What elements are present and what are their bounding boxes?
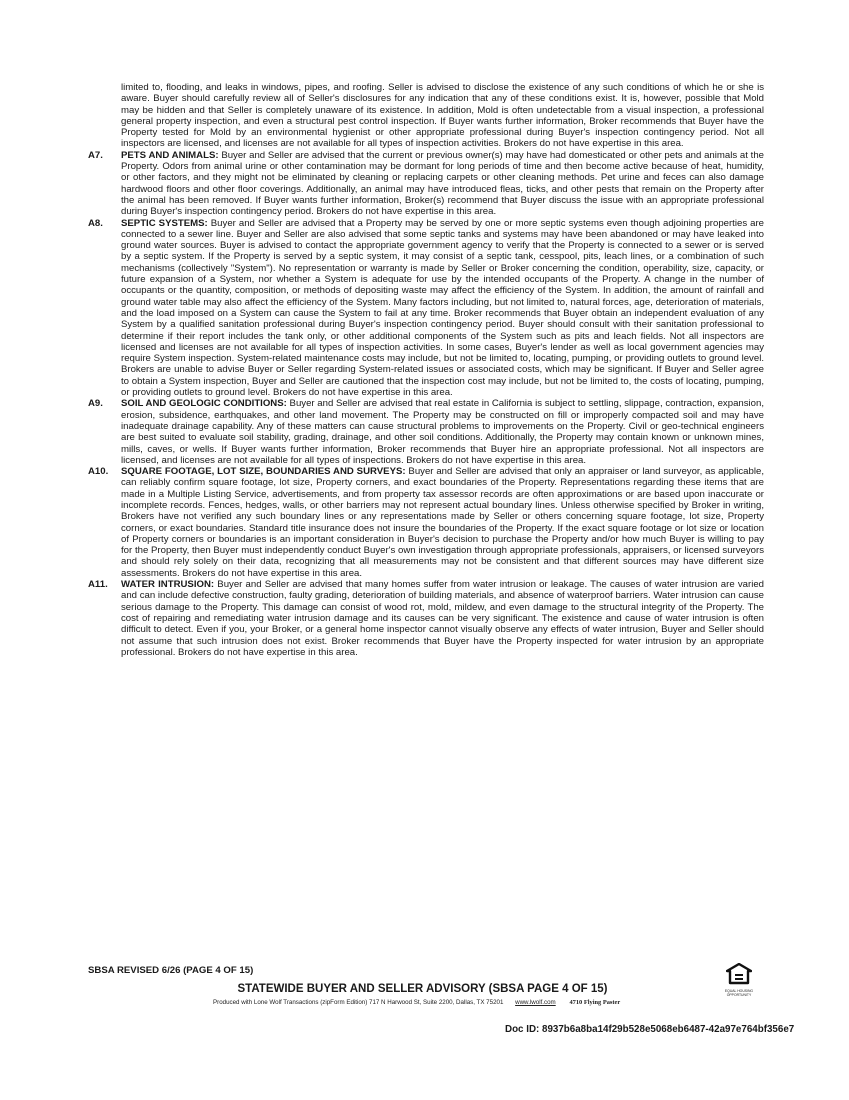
section-number: A7. xyxy=(88,149,103,161)
section-body: Buyer and Seller are advised that the current or previous owner(s) may have had domesticated or other pets and animals at the Property. Odors from animal urine or other contamination may be dormant for long periods of time and then become active because of heat, humidity, or other factors, and they might not be eliminated by cleaning or replacing carpets or other cleaning methods. Pet urine and feces can also damage hardwood floors and other floor coverings. Additionally, an animal may have introduced fleas, ticks, and other pests that remain on the Property after the animal has been removed. If Buyer wants further information, Broker(s) recommend that Buyer discuss the issue with an appropriate professional during Buyer's inspection contingency period. Brokers do not have expertise in this area. xyxy=(121,149,764,218)
equal-housing-caption: EQUAL HOUSING OPPORTUNITY xyxy=(724,989,754,997)
section-a10 xyxy=(88,466,764,579)
section-a8 xyxy=(88,218,764,399)
section-a7 xyxy=(88,150,764,218)
form-title-text: STATEWIDE BUYER AND SELLER ADVISORY (SBSA PAGE 4 OF 15) xyxy=(237,983,608,995)
section-body: Buyer and Seller are advised that many homes suffer from water intrusion or leakage. The causes of water intrusion are varied and can include defective construction, faulty grading, deterioration of building materials, and absence of waterproof barriers. Water intrusion can cause serious damage to the Property. This damage can consist of wood rot, mold, mildew, and even damage to the structural integrity of the Property. The cost of repairing and remediating water intrusion damage and its causes can be very significant. The existence and cause of water intrusion is often difficult to detect. Even if you, your Broker, or a general home inspector cannot visually observe any effects of water intrusion, Buyer and Seller should not assume that such intrusion does not exist. Broker recommends that Buyer have the Property inspected for water intrusion by an appropriate professional. Brokers do not have expertise in this area. xyxy=(121,579,764,658)
section-number: A8. xyxy=(88,217,103,229)
section-title: SQUARE FOOTAGE, LOT SIZE, BOUNDARIES AND SURVEYS: xyxy=(121,466,406,478)
section-text xyxy=(121,398,764,466)
section-title: WATER INTRUSION: xyxy=(121,579,215,591)
section-body: Buyer and Seller are advised that a Property may be served by one or more septic systems even though adjoining properties are connected to a sewer line. Buyer and Seller are also advised that some septic tanks and systems may have been abandoned or may have leaked into ground water sources. Buyer is advised to contact the appropriate government agency to verify that the Property is connected to a sewer or is served by a septic system. If the Property is served by a septic system, it may consist of a septic tank, cesspool, pits, leach lines, or a combination of such mechanisms (collectively "System"). No representation or warranty is made by Seller or Broker concerning the condition, operability, size, capacity, or future expansion of a System, nor whether a System is adequate for use by the intended occupants of the Property. A change in the number of occupants or the quantity, composition, or methods of depositing waste may affect the efficiency of the System. In addition, the amount of rainfall and ground water table may also affect the efficiency of the System. Many factors including, but not limited to, natural forces, age, deterioration of materials, and the load imposed on a System can cause the System to fail at any time. Broker recommends that Buyer obtain an independent evaluation of any System by a qualified sanitation professional during Buyer's inspection contingency period. Buyer should consult with their sanitation professional to determine if their report includes the tank only, or other additional components of the System such as pits and leach fields. Not all inspectors are licensed and licenses are not available for all types of inspection activities. In some cases, Buyer's lender as well as local government agencies may require System inspection. System-related maintenance costs may include, but not be limited to, locating, pumping, or providing outlets to ground level. Brokers are unable to advise Buyer or Seller regarding System-related issues or associated costs, which may be significant. If Buyer and Seller agree to obtain a System inspection, Buyer and Seller are cautioned that the inspection cost may include, but not be limited to, the costs of locating, pumping, or providing outlets to ground level. Brokers do not have expertise in this area. xyxy=(121,217,765,399)
document-page xyxy=(88,82,764,658)
website-link[interactable]: www.lwolf.com xyxy=(515,999,556,1006)
section-title: SOIL AND GEOLOGIC CONDITIONS: xyxy=(121,398,287,410)
section-a9 xyxy=(88,398,764,466)
section-number: A11. xyxy=(88,579,108,591)
section-a11 xyxy=(88,579,764,658)
produced-by: Produced with Lone Wolf Transactions (zipForm Edition) 717 N Harwood St, Suite 2200, Dallas, TX 75201 xyxy=(213,999,504,1006)
property-name: 4710 Flying Paster xyxy=(569,999,621,1006)
form-title xyxy=(0,983,849,995)
doc-id: Doc ID: 8937b6a8ba14f29b528e5068eb6487-42a97e764bf356e7 xyxy=(505,1024,795,1035)
produced-line xyxy=(213,999,620,1006)
section-text xyxy=(121,579,764,658)
section-text xyxy=(121,466,764,579)
intro-paragraph: limited to, flooding, and leaks in windows, pipes, and roofing. Seller is advised to disclose the existence of any such conditions of which he or she is aware. Buyer should carefully review all of Seller's disclosures for any indication that any of these conditions exist. It is, however, possible that Mold may be hidden and that Seller is completely unaware of its existence. In addition, Mold is often undetectable from a visual inspection, a professional general property inspection, and even a structural pest control inspection. If Buyer wants further information, Broker recommends that Buyer have the Property tested for Mold by an environmental hygienist or other appropriate professional during Buyer's inspection contingency period. Not all inspectors are licensed, and licenses are not available for all types of inspection activities. Brokers do not have expertise in this area. xyxy=(121,82,764,150)
section-number: A9. xyxy=(88,398,103,410)
section-body: Buyer and Seller are advised that real estate in California is subject to settling, slippage, contraction, expansion, erosion, subsidence, earthquakes, and other land movement. The Property may be constructed on fill or improperly compacted soil and may have inadequate drainage capability. Any of these matters can cause structural problems to improvements on the Property. Civil or geo-technical engineers are best suited to evaluate soil stability, grading, drainage, and other soil conditions. Additionally, the Property may contain known or unknown mines, mills, caves, or wells. If Buyer wants further information, Broker recommends that Buyer hire an appropriate professional. Not all inspectors are licensed, and licenses are not available for all types of inspections. Brokers do not have expertise in this area. xyxy=(121,398,765,466)
section-title: SEPTIC SYSTEMS: xyxy=(121,217,208,229)
equal-housing-icon xyxy=(726,963,752,985)
section-number: A10. xyxy=(88,466,109,478)
section-title: PETS AND ANIMALS: xyxy=(121,149,219,161)
section-body: Buyer and Seller are advised that only an appraiser or land surveyor, as applicable, can reliably confirm square footage, lot size, Property corners, and exact boundaries of the Property. Representations regarding these items that are made in a Multiple Listing Service, advertisements, and from property tax assessor records are often approximations or are based upon inaccurate or incomplete records. Fences, hedges, walls, or other barriers may not represent actual boundary lines. Unless otherwise specified by Broker in writing, Brokers have not verified any such boundary lines or any representations made by Seller or others concerning square footage, lot size, Property corners, or exact boundaries. Standard title insurance does not insure the boundaries of the Property. If the exact square footage or lot size or location of Property corners or boundaries is an important consideration in Buyer's decision to purchase the Property and/or how much Buyer is willing to pay for the Property, then Buyer must independently conduct Buyer's own investigation through appropriate professionals, appraisers, or licensed surveyors and should rely solely on their data, recognizing that all measurements may not be consistent and that different sources may have different size assessments. Brokers do not have expertise in this area. xyxy=(121,466,764,579)
section-text xyxy=(121,150,764,218)
section-text xyxy=(121,218,764,399)
revision-label: SBSA REVISED 6/26 (PAGE 4 OF 15) xyxy=(88,965,254,976)
